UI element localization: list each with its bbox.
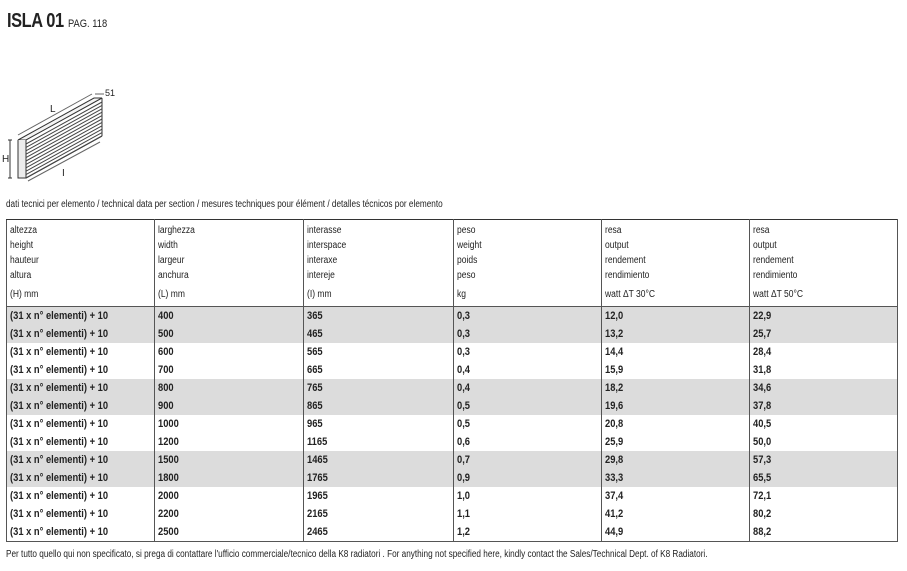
- header-label-es: anchura: [158, 270, 189, 281]
- table-cell: [155, 415, 304, 433]
- table-cell: [7, 469, 155, 487]
- table-cell: [155, 469, 304, 487]
- table-cell: [602, 361, 750, 379]
- table-cell: [602, 307, 750, 326]
- table-row: [7, 343, 898, 361]
- table-cell: [304, 361, 454, 379]
- cell-value: 1200: [158, 436, 179, 448]
- cell-value: (31 x n° elementi) + 10: [10, 328, 109, 340]
- cell-value: 29,8: [605, 454, 624, 466]
- table-cell: [454, 307, 602, 326]
- table-row: [7, 469, 898, 487]
- cell-value: 1,1: [457, 508, 471, 520]
- table-row: [7, 325, 898, 343]
- cell-value: 40,5: [753, 418, 772, 430]
- cell-value: 0,7: [457, 454, 471, 466]
- cell-value: (31 x n° elementi) + 10: [10, 472, 109, 484]
- table-cell: [7, 505, 155, 523]
- cell-value: 1,2: [457, 526, 471, 538]
- header-label-fr: poids: [457, 255, 478, 266]
- table-cell: [750, 379, 898, 397]
- cell-value: 0,5: [457, 400, 471, 412]
- table-cell: [7, 451, 155, 469]
- cell-value: (31 x n° elementi) + 10: [10, 382, 109, 394]
- cell-value: 0,4: [457, 364, 471, 376]
- column-header: [454, 220, 602, 307]
- cell-value: 19,6: [605, 400, 624, 412]
- table-cell: [155, 433, 304, 451]
- cell-value: 0,3: [457, 346, 471, 358]
- header-unit: watt ΔT 50°C: [753, 289, 804, 300]
- cell-value: 33,3: [605, 472, 624, 484]
- header-label-it: larghezza: [158, 225, 195, 236]
- table-cell: [602, 343, 750, 361]
- cell-value: 28,4: [753, 346, 772, 358]
- table-row: [7, 415, 898, 433]
- column-header: [155, 220, 304, 307]
- header-unit: (I) mm: [307, 289, 332, 300]
- table-cell: [602, 469, 750, 487]
- radiator-diagram: [4, 82, 124, 182]
- header-label-es: rendimiento: [753, 270, 798, 281]
- table-row: [7, 361, 898, 379]
- label-interspace: I: [62, 168, 65, 179]
- table-row: [7, 379, 898, 397]
- cell-value: 50,0: [753, 436, 772, 448]
- cell-value: 0,4: [457, 382, 471, 394]
- table-cell: [304, 451, 454, 469]
- header-unit: (H) mm: [10, 289, 39, 300]
- cell-value: 72,1: [753, 490, 772, 502]
- table-cell: [155, 361, 304, 379]
- table-cell: [155, 307, 304, 326]
- table-row: [7, 307, 898, 326]
- cell-value: 1765: [307, 472, 328, 484]
- header-label-es: rendimiento: [605, 270, 650, 281]
- cell-value: 57,3: [753, 454, 772, 466]
- label-height: H: [2, 154, 10, 165]
- cell-value: 600: [158, 346, 174, 358]
- table-cell: [750, 523, 898, 542]
- table-cell: [750, 505, 898, 523]
- table-row: [7, 523, 898, 542]
- table-cell: [7, 343, 155, 361]
- table-cell: [454, 487, 602, 505]
- label-depth: 51: [105, 88, 116, 98]
- cell-value: 365: [307, 310, 323, 322]
- table-row: [7, 397, 898, 415]
- header-label-en: interspace: [307, 240, 347, 251]
- cell-value: 22,9: [753, 310, 772, 322]
- cell-value: 900: [158, 400, 174, 412]
- table-cell: [304, 343, 454, 361]
- table-caption: dati tecnici per elemento / technical data per section / mesures techniques pour élément / detalles técnicos por elemento: [6, 199, 443, 210]
- header-label-es: altura: [10, 270, 32, 281]
- table-cell: [155, 505, 304, 523]
- table-cell: [454, 469, 602, 487]
- table-cell: [602, 523, 750, 542]
- table-cell: [454, 397, 602, 415]
- table-cell: [454, 523, 602, 542]
- cell-value: 1165: [307, 436, 328, 448]
- table-cell: [750, 469, 898, 487]
- header-label-en: output: [753, 240, 777, 251]
- cell-value: 865: [307, 400, 323, 412]
- table-cell: [602, 379, 750, 397]
- cell-value: 20,8: [605, 418, 624, 430]
- cell-value: 25,7: [753, 328, 772, 340]
- cell-value: 2000: [158, 490, 179, 502]
- cell-value: 0,3: [457, 310, 471, 322]
- cell-value: (31 x n° elementi) + 10: [10, 418, 109, 430]
- cell-value: 400: [158, 310, 174, 322]
- table-cell: [304, 415, 454, 433]
- table-cell: [602, 397, 750, 415]
- cell-value: 15,9: [605, 364, 624, 376]
- header-label-fr: rendement: [605, 255, 646, 266]
- cell-value: 665: [307, 364, 323, 376]
- cell-value: 965: [307, 418, 323, 430]
- cell-value: 37,4: [605, 490, 624, 502]
- header-unit: (L) mm: [158, 289, 185, 300]
- header-label-en: height: [10, 240, 34, 251]
- table-cell: [750, 325, 898, 343]
- table-cell: [7, 361, 155, 379]
- table-cell: [304, 397, 454, 415]
- cell-value: (31 x n° elementi) + 10: [10, 490, 109, 502]
- cell-value: 0,6: [457, 436, 471, 448]
- table-header-row: [7, 220, 898, 307]
- table-cell: [750, 307, 898, 326]
- cell-value: 500: [158, 328, 174, 340]
- table-cell: [602, 487, 750, 505]
- header-label-fr: hauteur: [10, 255, 39, 266]
- model-name: ISLA 01: [7, 10, 64, 32]
- cell-value: 14,4: [605, 346, 624, 358]
- table-cell: [602, 505, 750, 523]
- cell-value: 41,2: [605, 508, 624, 520]
- header-label-it: peso: [457, 225, 476, 236]
- column-header: [602, 220, 750, 307]
- table-cell: [454, 451, 602, 469]
- table-cell: [304, 487, 454, 505]
- table-cell: [304, 325, 454, 343]
- cell-value: 2500: [158, 526, 179, 538]
- cell-value: 25,9: [605, 436, 624, 448]
- cell-value: 2200: [158, 508, 179, 520]
- column-header: [7, 220, 155, 307]
- cell-value: 765: [307, 382, 323, 394]
- cell-value: 2465: [307, 526, 328, 538]
- table-cell: [304, 379, 454, 397]
- table-cell: [155, 397, 304, 415]
- header-label-fr: interaxe: [307, 255, 338, 266]
- cell-value: 44,9: [605, 526, 624, 538]
- table-cell: [7, 307, 155, 326]
- header-label-it: resa: [753, 225, 770, 236]
- table-cell: [454, 415, 602, 433]
- table-row: [7, 487, 898, 505]
- table-cell: [155, 523, 304, 542]
- table-row: [7, 433, 898, 451]
- table-cell: [7, 487, 155, 505]
- table-cell: [454, 361, 602, 379]
- header-label-it: altezza: [10, 225, 37, 236]
- product-title: [7, 10, 114, 33]
- cell-value: 1,0: [457, 490, 471, 502]
- label-length-top: L: [50, 104, 56, 115]
- cell-value: 1965: [307, 490, 328, 502]
- table-cell: [750, 487, 898, 505]
- table-cell: [155, 343, 304, 361]
- cell-value: 565: [307, 346, 323, 358]
- table-cell: [304, 307, 454, 326]
- page-reference: PAG. 118: [68, 18, 108, 30]
- column-header: [750, 220, 898, 307]
- table-cell: [454, 343, 602, 361]
- technical-data-table: [6, 219, 898, 542]
- header-label-en: output: [605, 240, 629, 251]
- cell-value: 18,2: [605, 382, 624, 394]
- table-cell: [7, 415, 155, 433]
- cell-value: 1000: [158, 418, 179, 430]
- cell-value: 80,2: [753, 508, 772, 520]
- header-label-it: interasse: [307, 225, 342, 236]
- cell-value: 2165: [307, 508, 328, 520]
- table-cell: [750, 415, 898, 433]
- table-cell: [155, 487, 304, 505]
- table-cell: [155, 325, 304, 343]
- cell-value: 1800: [158, 472, 179, 484]
- header-label-en: width: [158, 240, 178, 251]
- table-cell: [7, 397, 155, 415]
- table-cell: [454, 505, 602, 523]
- table-cell: [304, 469, 454, 487]
- table-cell: [155, 379, 304, 397]
- cell-value: 0,9: [457, 472, 471, 484]
- cell-value: 800: [158, 382, 174, 394]
- cell-value: 37,8: [753, 400, 772, 412]
- table-row: [7, 505, 898, 523]
- cell-value: (31 x n° elementi) + 10: [10, 436, 109, 448]
- cell-value: 700: [158, 364, 174, 376]
- cell-value: (31 x n° elementi) + 10: [10, 346, 109, 358]
- header-label-en: weight: [457, 240, 482, 251]
- table-cell: [602, 415, 750, 433]
- header-unit: watt ΔT 30°C: [605, 289, 656, 300]
- cell-value: 465: [307, 328, 323, 340]
- cell-value: 1465: [307, 454, 328, 466]
- table-cell: [7, 433, 155, 451]
- table-cell: [750, 451, 898, 469]
- column-header: [304, 220, 454, 307]
- cell-value: (31 x n° elementi) + 10: [10, 364, 109, 376]
- table-cell: [7, 379, 155, 397]
- table-cell: [7, 523, 155, 542]
- table-cell: [304, 433, 454, 451]
- header-label-fr: rendement: [753, 255, 794, 266]
- cell-value: 34,6: [753, 382, 772, 394]
- header-label-fr: largeur: [158, 255, 185, 266]
- table-cell: [602, 451, 750, 469]
- cell-value: (31 x n° elementi) + 10: [10, 526, 109, 538]
- table-cell: [304, 523, 454, 542]
- header-label-es: peso: [457, 270, 476, 281]
- cell-value: 12,0: [605, 310, 624, 322]
- cell-value: 31,8: [753, 364, 772, 376]
- table-row: [7, 451, 898, 469]
- header-label-es: intereje: [307, 270, 335, 281]
- header-label-it: resa: [605, 225, 622, 236]
- table-cell: [750, 343, 898, 361]
- cell-value: 65,5: [753, 472, 772, 484]
- cell-value: (31 x n° elementi) + 10: [10, 508, 109, 520]
- cell-value: 13,2: [605, 328, 624, 340]
- cell-value: (31 x n° elementi) + 10: [10, 310, 109, 322]
- table-cell: [602, 433, 750, 451]
- cell-value: (31 x n° elementi) + 10: [10, 454, 109, 466]
- table-cell: [602, 325, 750, 343]
- table-cell: [454, 379, 602, 397]
- cell-value: 88,2: [753, 526, 772, 538]
- cell-value: (31 x n° elementi) + 10: [10, 400, 109, 412]
- header-unit: kg: [457, 289, 466, 300]
- footer-note: Per tutto quello qui non specificato, si prega di contattare l'ufficio commerciale/tecnico della K8 radiatori . For anything not specified here, kindly contact the Sales/Technical Dept. of K8 Radiatori.: [6, 549, 708, 560]
- cell-value: 0,3: [457, 328, 471, 340]
- cell-value: 0,5: [457, 418, 471, 430]
- table-cell: [304, 505, 454, 523]
- table-cell: [750, 397, 898, 415]
- table-cell: [7, 325, 155, 343]
- table-cell: [454, 433, 602, 451]
- table-cell: [155, 451, 304, 469]
- table-cell: [454, 325, 602, 343]
- table-cell: [750, 433, 898, 451]
- table-cell: [750, 361, 898, 379]
- cell-value: 1500: [158, 454, 179, 466]
